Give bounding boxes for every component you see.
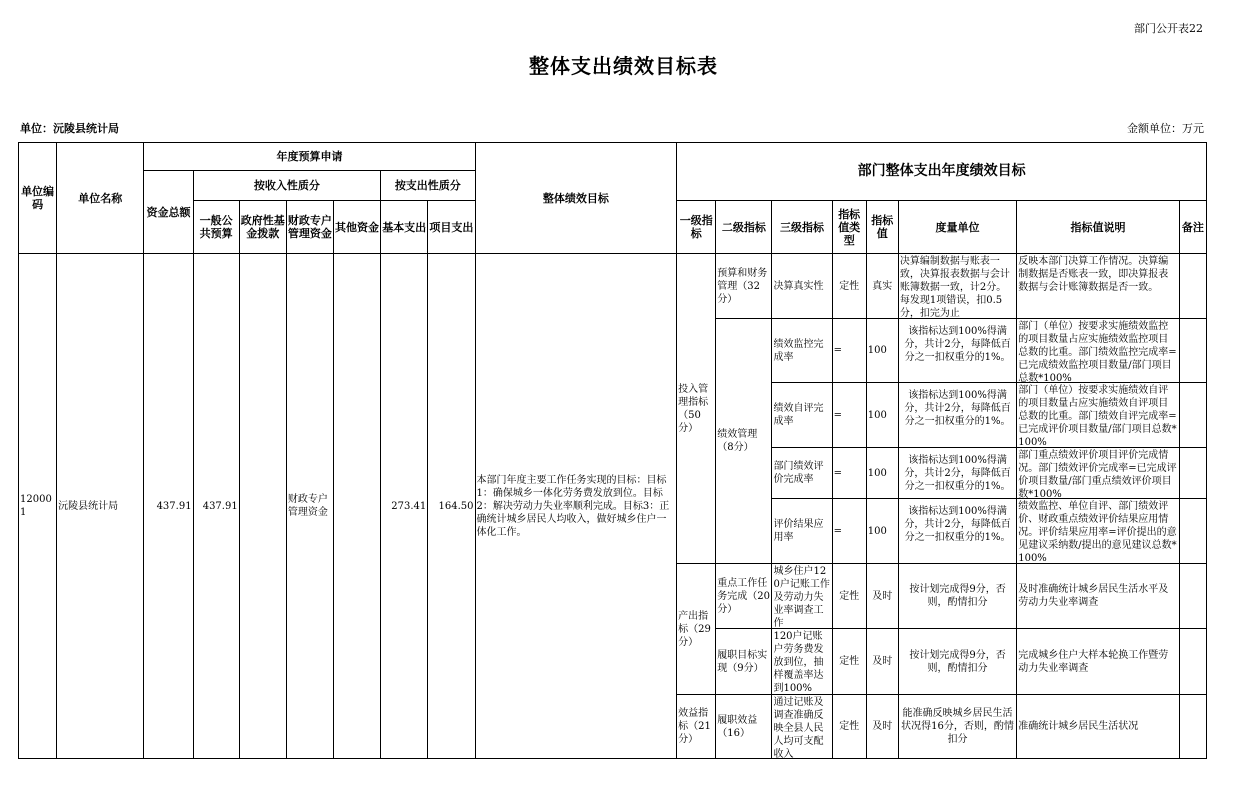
header-basic-expense: 基本支出 [381,201,428,254]
remark-cell [1179,499,1206,564]
remark-cell [1179,564,1206,629]
special-fund-cell: 财政专户管理资金 [286,254,333,759]
project-expense-cell: 164.50 [428,254,475,759]
level3-cell [772,695,832,759]
desc-text: 部门（单位）按要求实施绩效自评的项目数量占应实施绩效自评项目总数的比重。部门绩效自评完成率=已完成评价项目数量/部门项目总数*100% [1018,384,1177,447]
value-cell: 100 [866,383,898,448]
value-type-cell: = [832,448,866,499]
header-special-fund: 财政专户管理资金 [286,201,333,254]
header-level3: 三级指标 [772,201,832,254]
desc-text: 部门（单位）按要求实施绩效监控的项目数量占应实施绩效监控项目总数的比重。部门绩效监控完成率=已完成绩效监控项目数量/部门项目总数*100% [1018,320,1177,382]
value-type-cell: = [832,319,866,383]
unit-label: 单位：沅陵县统计局 [20,122,119,135]
header-total-funds: 资金总额 [144,171,193,254]
desc-cell [1017,448,1180,499]
desc-cell: 完成城乡住户大样本轮换工作暨劳动力失业率调查 [1017,629,1180,695]
level1-cell: 效益指标（21分） [677,695,716,759]
value-type-cell: 定性 [832,695,866,759]
remark-cell [1179,629,1206,695]
header-level2: 二级指标 [716,201,772,254]
desc-cell [1017,319,1180,383]
level1-cell: 投入管理指标（50分） [677,254,716,564]
header-other-fund: 其他资金 [333,201,380,254]
value-type-cell: 定性 [832,564,866,629]
measure-text: 该指标达到100%得满分，共计2分，每降低百分之一扣权重分的1%。 [904,454,1011,492]
unit-name-cell: 沅陵县统计局 [57,254,144,759]
value-cell: 100 [866,448,898,499]
measure-text: 决算编制数据与账表一致，决算报表数据与会计账簿数据一致，计2分。每发现1项错误，扣0.5分，扣完为止 [899,255,1010,318]
remark-cell [1179,319,1206,383]
header-general-budget: 一般公共预算 [193,201,239,254]
remark-cell [1179,448,1206,499]
measure-cell: 按计划完成得9分，否则，酌情扣分 [898,629,1016,695]
header-gov-fund: 政府性基金拨款 [239,201,286,254]
level2-cell: 履职目标实现（9分） [716,629,772,695]
table-row [19,254,1207,319]
value-cell: 100 [866,499,898,564]
value-type-cell: = [832,499,866,564]
measure-cell [898,383,1016,448]
measure-text: 该指标达到100%得满分，共计2分，每降低百分之一扣权重分的1%。 [904,390,1011,427]
level3-cell [772,564,832,629]
header-remark: 备注 [1179,201,1206,254]
level3-text: 120户记账户劳务费发放到位，抽样覆盖率达到100% [773,630,824,694]
header-unit-name: 单位名称 [57,143,144,254]
desc-cell [1017,499,1180,564]
unit-code-cell: 120001 [19,254,57,759]
desc-text: 部门重点绩效评价项目评价完成情况。部门绩效评价完成率=已完成评价项目数量/部门重点绩效评价项目数*100% [1018,449,1177,498]
value-type-cell: 定性 [832,254,866,319]
remark-cell [1179,383,1206,448]
level3-text: 通过记账及调查准确反映全县人民人均可支配收入 [773,696,824,758]
value-cell: 及时 [866,695,898,759]
measure-cell [898,499,1016,564]
header-overall-goal: 整体绩效目标 [475,143,677,254]
value-cell: 100 [866,319,898,383]
header-by-income: 按收入性质分 [193,171,381,201]
amount-unit: 金额单位：万元 [1127,122,1204,135]
measure-cell [898,319,1016,383]
desc-text: 绩效监控、单位自评、部门绩效评价、财政重点绩效评价结果应用情况。评价结果应用率=评价提出的意见建议采纳数/提出的意见建议总数*100% [1018,500,1177,563]
level2-cell: 绩效管理（8分） [716,319,772,564]
header-value: 指标值 [866,201,898,254]
value-type-cell: = [832,383,866,448]
level3-cell: 绩效自评完成率 [772,383,832,448]
desc-cell [1017,383,1180,448]
desc-cell [1017,254,1180,319]
measure-cell: 能准确反映城乡居民生活状况得16分，否则，酌情扣分 [898,695,1016,759]
level3-text: 城乡住户120户记账工作及劳动力失业率调查工作 [773,565,830,628]
other-fund-cell [333,254,380,759]
level2-cell: 履职效益（16） [716,695,772,759]
header-value-type: 指标值类型 [832,201,866,254]
header-measure-unit: 度量单位 [898,201,1016,254]
overall-goal-cell: 本部门年度主要工作任务实现的目标：目标1：确保城乡一体化劳务费发放到位。目标2：解决劳动力失业率顺利完成。目标3：正确统计城乡居民人均收入，做好城乡住户一体化工作。 [475,254,677,759]
page-title: 整体支出绩效目标表 [529,54,718,78]
header-level1: 一级指标 [677,201,716,254]
measure-text: 该指标达到100%得满分，共计2分，每降低百分之一扣权重分的1%。 [904,325,1011,363]
level3-cell: 绩效监控完成率 [772,319,832,383]
measure-cell [898,254,1016,319]
level3-cell: 评价结果应用率 [772,499,832,564]
header-value-desc: 指标值说明 [1017,201,1180,254]
remark-cell [1179,695,1206,759]
desc-text: 反映本部门决算工作情况。决算编制数据是否账表一致，即决算报表数据与会计账簿数据是否一致。 [1018,255,1169,293]
level2-cell: 预算和财务管理（32分） [716,254,772,319]
total-funds-cell: 437.91 [144,254,193,759]
remark-cell [1179,254,1206,319]
desc-cell: 准确统计城乡居民生活状况 [1017,695,1180,759]
basic-expense-cell: 273.41 [381,254,428,759]
form-number: 部门公开表22 [1134,22,1203,35]
performance-table [18,142,1207,759]
header-project-expense: 项目支出 [428,201,475,254]
level1-cell: 产出指标（29分） [677,564,716,695]
header-annual-budget: 年度预算申请 [144,143,475,171]
general-budget-cell: 437.91 [193,254,239,759]
header-by-expense: 按支出性质分 [381,171,475,201]
measure-cell: 按计划完成得9分，否则，酌情扣分 [898,564,1016,629]
value-cell: 及时 [866,629,898,695]
header-unit-code: 单位编码 [19,143,57,254]
level3-cell: 决算真实性 [772,254,832,319]
gov-fund-cell [239,254,286,759]
header-dept-goal: 部门整体支出年度绩效目标 [677,143,1207,201]
level2-cell: 重点工作任务完成（20分） [716,564,772,629]
desc-cell: 及时准确统计城乡居民生活水平及劳动力失业率调查 [1017,564,1180,629]
value-cell: 真实 [866,254,898,319]
measure-cell [898,448,1016,499]
value-type-cell: 定性 [832,629,866,695]
value-cell: 及时 [866,564,898,629]
measure-text: 该指标达到100%得满分，共计2分，每降低百分之一扣权重分的1%。 [904,506,1011,543]
level3-cell [772,629,832,695]
level3-cell: 部门绩效评价完成率 [772,448,832,499]
